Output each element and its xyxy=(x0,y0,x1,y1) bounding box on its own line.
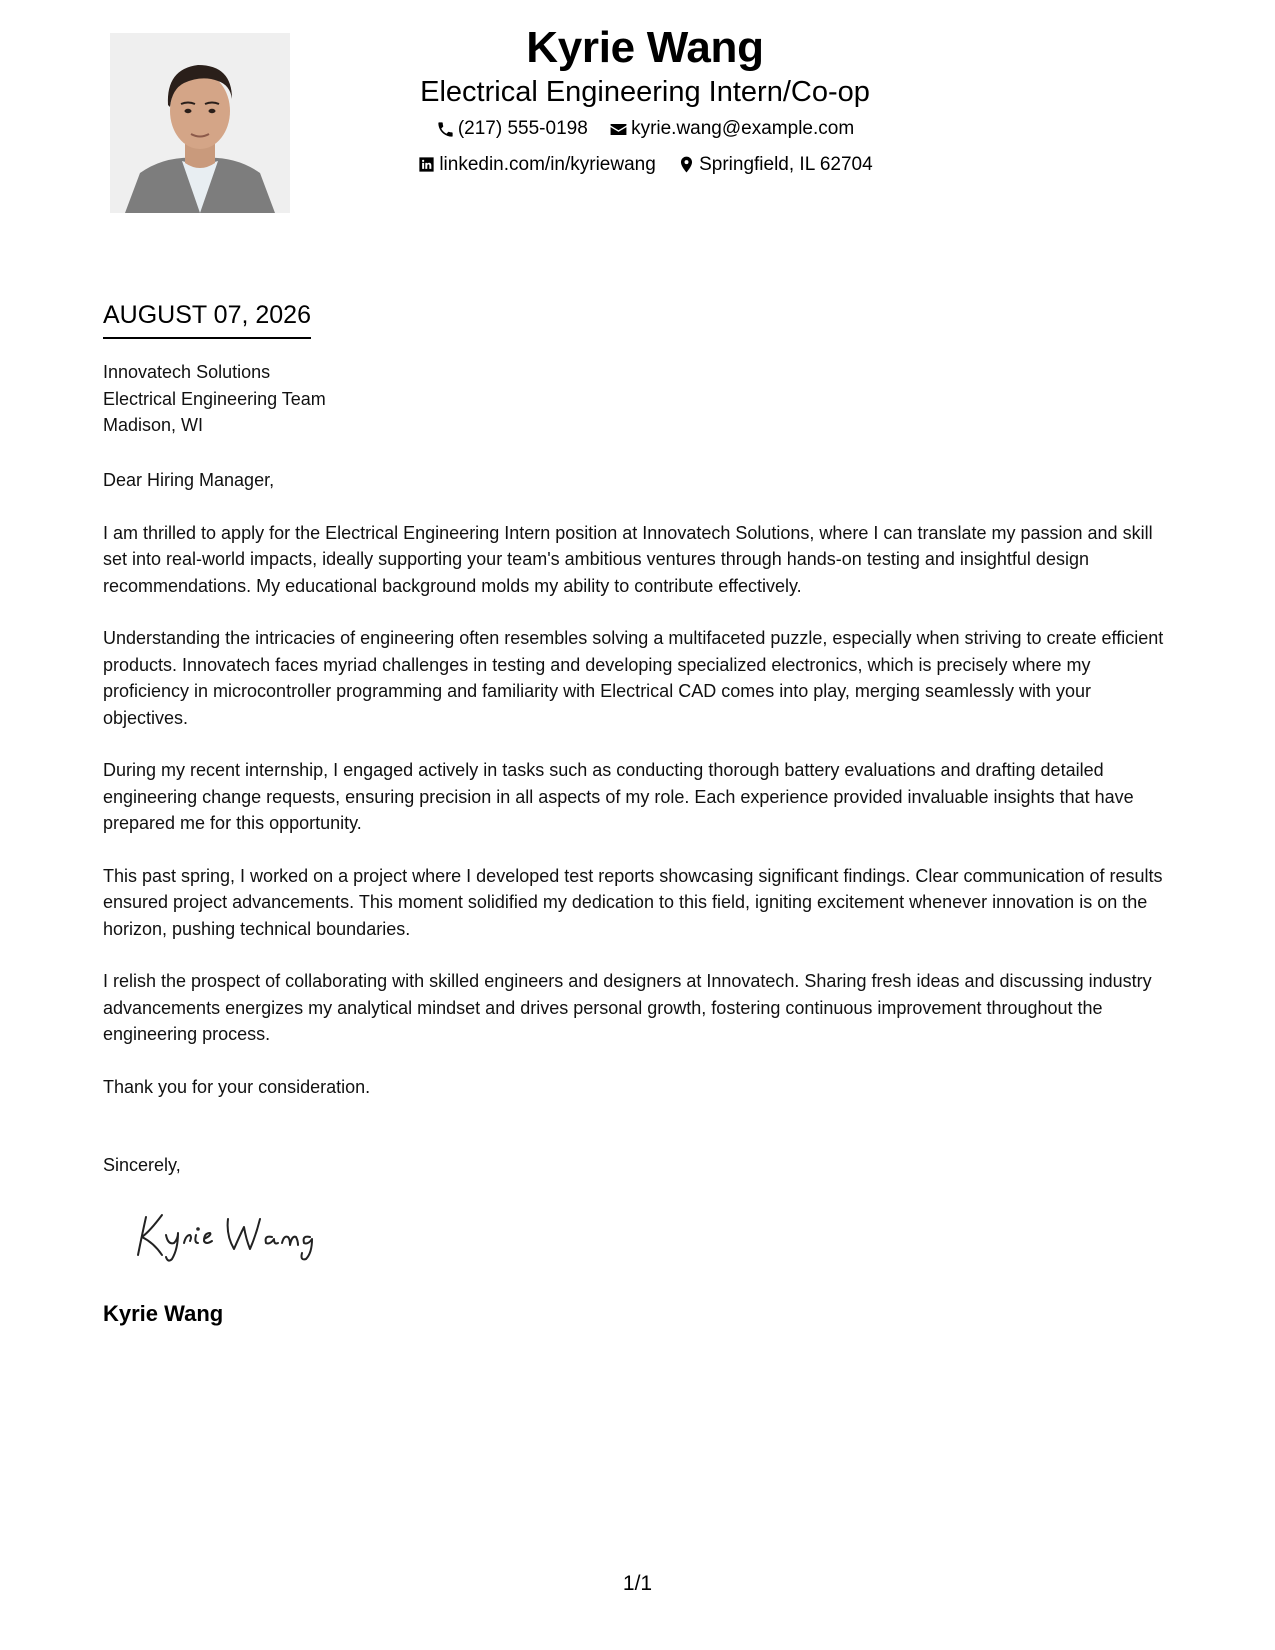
resume-header xyxy=(340,22,950,181)
phone-number: (217) 555-0198 xyxy=(457,118,588,139)
profile-photo xyxy=(110,33,290,213)
body-paragraph: I am thrilled to apply for the Electrical Engineering Intern position at Innovatech Solutions, where I can translate my passion and skill set into real-world impacts, ideally supporting your team's ambitious ventures through hands-on testing and insightful design recommendations. My educational background molds my ability to contribute effectively. xyxy=(103,522,1153,596)
body-paragraph: This past spring, I worked on a project where I developed test reports showcasing significant findings. Clear communication of results ensured project advancements. This moment solidified my dedication to this field, igniting excitement whenever innovation is on the horizon, pushing technical boundaries. xyxy=(103,865,1163,939)
recipient-block xyxy=(103,359,326,439)
recipient-location: Madison, WI xyxy=(103,415,204,435)
salutation: Dear Hiring Manager, xyxy=(103,470,275,490)
linkedin-icon xyxy=(417,155,436,174)
applicant-name: Kyrie Wang xyxy=(526,23,764,72)
linkedin-contact[interactable] xyxy=(417,153,656,177)
handwritten-signature xyxy=(132,1205,342,1265)
body-paragraph: Understanding the intricacies of engineering often resembles solving a multifaceted puzzle, especially when striving to create efficient products. Innovatech faces myriad challenges in testing and developing specialized electronics, which is precisely where my proficiency in microcontroller programming and familiarity with Electrical CAD comes into play, merging seamlessly with your objectives. xyxy=(103,628,1164,728)
recipient-team: Electrical Engineering Team xyxy=(103,388,326,409)
thank-you-line: Thank you for your consideration. xyxy=(103,1076,371,1097)
applicant-role: Electrical Engineering Intern/Co-op xyxy=(420,76,870,108)
body-paragraph: During my recent internship, I engaged actively in tasks such as conducting thorough battery evaluations and drafting detailed engineering change requests, ensuring precision in all aspects of my role. Each experience provided invaluable insights that have prepared me for this opportunity. xyxy=(103,760,1134,833)
linkedin-url: linkedin.com/in/kyriewang xyxy=(439,153,656,175)
signer-name: Kyrie Wang xyxy=(103,1301,224,1326)
contact-line-2 xyxy=(340,153,950,182)
email-address: kyrie.wang@example.com xyxy=(631,118,855,139)
closing: Sincerely, xyxy=(103,1155,181,1175)
page-number: 1/1 xyxy=(622,1572,653,1595)
letter-date: AUGUST 07, 2026 xyxy=(103,298,311,339)
location-text: Springfield, IL 62704 xyxy=(699,153,873,175)
letter-body xyxy=(103,467,1178,1126)
location-contact xyxy=(677,153,873,177)
contact-line-1 xyxy=(340,117,950,146)
phone-icon xyxy=(436,120,455,139)
body-paragraph: I relish the prospect of collaborating with skilled engineers and designers at Innovatech. Sharing fresh ideas and discussing industry advancements energizes my analytical mindset and drives personal growth, fostering continuous improvement throughout the engineering process. xyxy=(103,971,1152,1044)
phone-contact[interactable] xyxy=(436,117,588,141)
email-contact[interactable] xyxy=(609,117,854,141)
recipient-company: Innovatech Solutions xyxy=(103,362,271,382)
map-pin-icon xyxy=(677,155,696,174)
envelope-icon xyxy=(609,120,628,139)
